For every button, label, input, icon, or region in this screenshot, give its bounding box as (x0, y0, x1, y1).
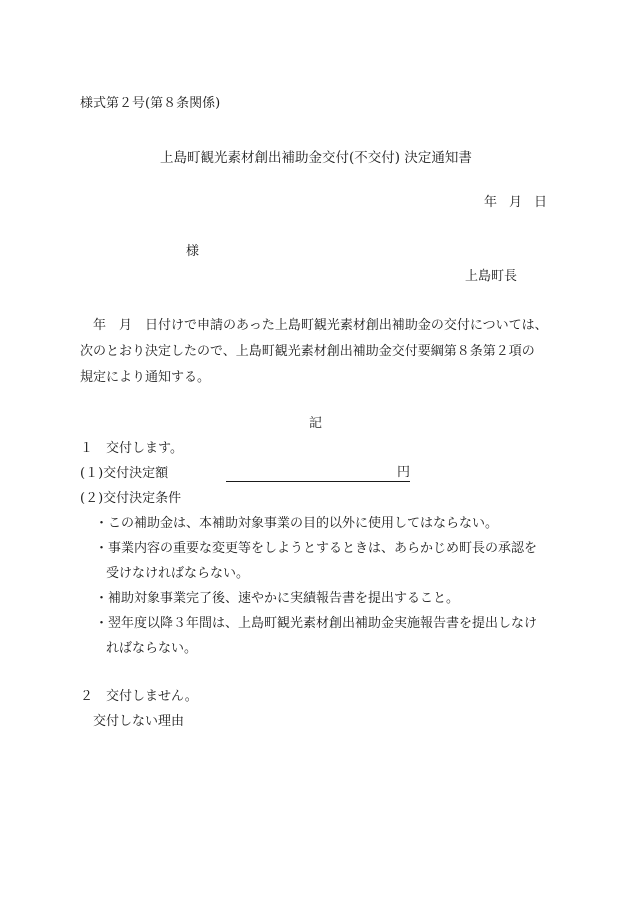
date-year: 年 (484, 195, 498, 210)
body-text-line-3: 規定により通知する。 (80, 370, 211, 385)
section-1-heading: １ 交付します。 (80, 441, 183, 456)
grant-amount-unit: 円 (396, 465, 410, 480)
ki-heading: 記 (309, 416, 323, 431)
grant-amount-field (226, 465, 410, 482)
date-day: 日 (534, 195, 548, 210)
issuer-name: 上島町長 (465, 269, 518, 284)
condition-item-continuation: ればならない。 (106, 641, 198, 656)
recipient-honorific: 様 (186, 244, 200, 259)
non-grant-reason-label: 交付しない理由 (93, 714, 185, 729)
condition-item: ・翌年度以降３年間は、上島町観光素材創出補助金実施報告書を提出しなけ (95, 616, 538, 631)
body-text-line-1: 年 月 日付けで申請のあった上島町観光素材創出補助金の交付については、 (80, 318, 548, 333)
date-month: 月 (509, 195, 523, 210)
body-text-line-2: 次のとおり決定したので、上島町観光素材創出補助金交付要綱第８条第２項の (80, 344, 535, 359)
condition-item-continuation: 受けなければならない。 (106, 566, 250, 581)
condition-item: ・補助対象事業完了後、速やかに実績報告書を提出すること。 (95, 591, 460, 606)
condition-item: ・事業内容の重要な変更等をしようとするときは、あらかじめ町長の承認を (95, 541, 538, 556)
date-line (484, 194, 547, 211)
document-title: 上島町観光素材創出補助金交付(不交付) 決定通知書 (160, 150, 472, 166)
form-number: 様式第２号(第８条関係) (80, 96, 221, 111)
section-2-heading: ２ 交付しません。 (80, 689, 198, 704)
conditions-label: (２)交付決定条件 (80, 491, 182, 506)
grant-amount-label: (１)交付決定額 (80, 466, 169, 481)
condition-item: ・この補助金は、本補助対象事業の目的以外に使用してはならない。 (95, 516, 499, 531)
